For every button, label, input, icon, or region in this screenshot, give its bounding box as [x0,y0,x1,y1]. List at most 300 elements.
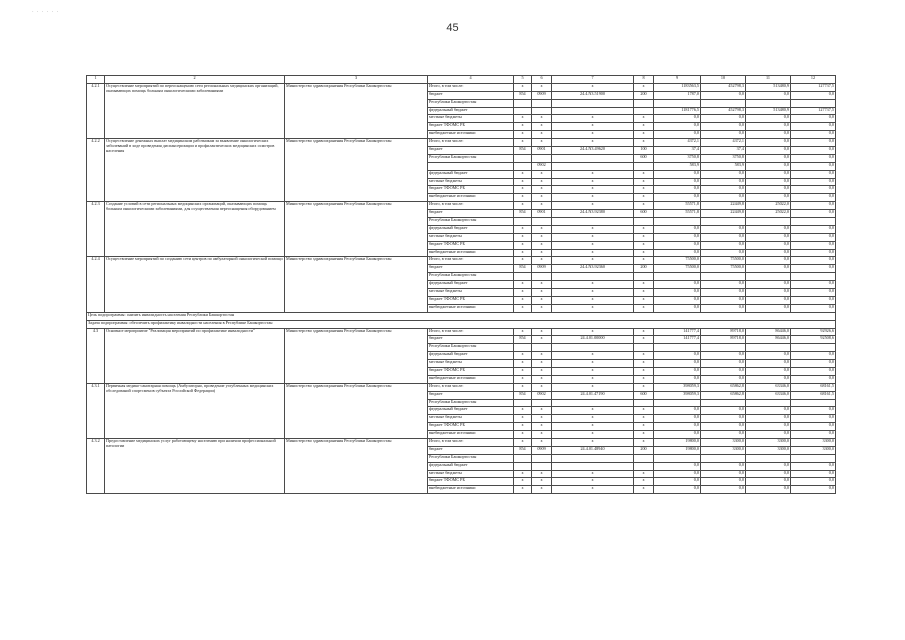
table-cell [654,454,701,462]
table-cell: 0,0 [701,486,746,494]
table-cell [532,344,552,352]
item-executor: Министерство здравоохранения Республики Башкортостан [285,438,428,493]
table-cell [701,99,746,107]
table-cell: 0,0 [791,147,836,155]
table-cell: x [552,328,634,336]
table-cell: x [552,383,634,391]
table-cell: 0,0 [701,249,746,257]
funding-source: федеральный бюджет [428,170,514,178]
table-cell [532,462,552,470]
table-cell [514,162,532,170]
table-cell: 0,0 [791,233,836,241]
table-cell [552,454,634,462]
table-cell: 0,0 [791,486,836,494]
table-cell [634,99,654,107]
table-cell: x [634,296,654,304]
table-cell: 0,0 [746,139,791,147]
funding-source: местные бюджеты [428,470,514,478]
funding-source: внебюджетные источники [428,486,514,494]
table-cell: 0,0 [746,296,791,304]
table-cell: 0,0 [746,170,791,178]
table-cell [746,99,791,107]
table-cell [532,399,552,407]
table-cell: 0,0 [791,162,836,170]
table-cell: x [634,281,654,289]
table-cell: x [634,478,654,486]
table-cell: 24.4.N3.51900 [552,91,634,99]
table-cell: x [552,478,634,486]
table-cell: x [552,486,634,494]
table-cell: x [532,415,552,423]
table-cell: x [532,83,552,91]
table-cell: x [552,257,634,265]
table-cell: 0,0 [746,186,791,194]
funding-source: бюджет ТФОМС РБ [428,296,514,304]
funding-source: местные бюджеты [428,360,514,368]
table-cell: 86446,0 [746,328,791,336]
table-cell: x [634,115,654,123]
table-cell: x [514,304,532,312]
table-cell: x [514,478,532,486]
table-cell: 0,0 [654,352,701,360]
table-cell: x [532,367,552,375]
item-name: Осуществление денежных выплат медицинским работникам за выявление онкологических заболеваний в ходе проведения диспансеризации и профилактических медицинских осмотров населения [105,139,285,202]
table-cell: 0,0 [746,147,791,155]
table-cell: 854 [514,210,532,218]
table-cell: 0,0 [654,194,701,202]
table-cell: 75500,0 [701,265,746,273]
table-cell: x [552,178,634,186]
table-cell: x [532,360,552,368]
funding-source: бюджет ТФОМС РБ [428,367,514,375]
table-cell: x [634,131,654,139]
table-cell: 0,0 [746,249,791,257]
table-cell: 92508,6 [791,336,836,344]
table-cell: x [514,470,532,478]
table-cell: x [552,249,634,257]
table-cell: 0901 [532,147,552,155]
table-row [87,383,836,391]
table-cell: 600 [634,210,654,218]
funding-source: Итого, в том числе: [428,383,514,391]
table-cell: x [634,431,654,439]
item-executor: Министерство здравоохранения Республики Башкортостан [285,383,428,438]
table-cell [634,399,654,407]
table-cell: 0,0 [746,115,791,123]
table-cell: x [552,186,634,194]
table-cell: x [532,194,552,202]
table-cell [634,162,654,170]
table-cell: x [514,202,532,210]
table-cell: 0,0 [791,265,836,273]
table-cell: 0,0 [746,194,791,202]
item-number: 4.2.2 [87,139,105,202]
table-cell: 3300,0 [746,446,791,454]
table-cell: x [552,170,634,178]
table-cell: 0,0 [791,170,836,178]
table-cell: 854 [514,446,532,454]
table-row [87,257,836,265]
funding-source: федеральный бюджет [428,352,514,360]
table-cell: 63346,0 [746,383,791,391]
table-cell: x [552,367,634,375]
table-cell [552,162,634,170]
table-cell: x [532,407,552,415]
table-cell: 0,0 [746,407,791,415]
table-cell: x [532,186,552,194]
table-cell: 24.4.01.47190 [552,391,634,399]
table-cell: 65862,8 [701,383,746,391]
table-cell [552,399,634,407]
funding-source: местные бюджеты [428,415,514,423]
table-cell: 398059,3 [654,391,701,399]
table-cell: x [514,249,532,257]
table-cell [532,454,552,462]
table-cell: 0,0 [746,360,791,368]
table-cell: 0,0 [701,289,746,297]
funding-source: Республики Башкортостан [428,273,514,281]
table-cell: 92926,6 [791,328,836,336]
table-cell: x [634,170,654,178]
table-cell: x [552,241,634,249]
subprogram-goal-row [87,312,836,320]
table-cell: 0,0 [791,178,836,186]
table-cell: 0,0 [791,194,836,202]
table-cell: x [634,407,654,415]
table-cell: x [634,375,654,383]
table-cell: 0,0 [654,281,701,289]
table-cell: x [552,194,634,202]
table-cell: x [514,233,532,241]
item-number: 4.2.3 [87,202,105,257]
table-cell: 0,0 [791,154,836,162]
table-cell: x [532,241,552,249]
table-cell: 127737,5 [791,83,836,91]
table-cell [746,344,791,352]
table-cell: x [514,170,532,178]
funding-source: бюджет ТФОМС РБ [428,186,514,194]
table-row [87,438,836,446]
table-cell [532,107,552,115]
funding-source: внебюджетные источники [428,131,514,139]
table-cell: x [532,438,552,446]
table-cell: 24.4.N3.49620 [552,147,634,155]
table-cell: 141777,4 [654,328,701,336]
table-cell: 3300,0 [791,446,836,454]
table-cell: 0,0 [746,154,791,162]
table-cell: x [634,123,654,131]
table-cell: 0,0 [746,431,791,439]
table-cell: x [634,194,654,202]
table-cell: x [514,281,532,289]
table-cell [552,99,634,107]
table-cell: x [552,352,634,360]
table-cell: 25022,0 [746,202,791,210]
item-number: 4.2.1 [87,83,105,138]
table-cell: 0,0 [701,233,746,241]
table-cell [701,218,746,226]
table-cell: 24.4.N3.92360 [552,265,634,273]
funding-source: федеральный бюджет [428,462,514,470]
table-cell: 0,0 [791,462,836,470]
table-cell: x [634,423,654,431]
table-cell [654,344,701,352]
table-cell: 24.4.01.00000 [552,336,634,344]
table-cell: 89718,0 [701,328,746,336]
table-cell: x [634,438,654,446]
table-row [87,202,836,210]
table-cell: 583,9 [654,162,701,170]
subprogram-goal-text: Задача подпрограммы: обеспечить профилактику инвалидности населения в Республике Башкортостан [87,320,836,328]
table-cell: x [552,431,634,439]
table-cell: x [532,352,552,360]
table-cell: 55571,8 [654,202,701,210]
table-cell: 0,0 [654,375,701,383]
column-number-header: 12 [791,76,836,84]
table-cell [701,344,746,352]
table-cell [552,462,634,470]
table-cell: x [532,281,552,289]
table-cell: 24.4.01.48940 [552,446,634,454]
table-cell: x [514,289,532,297]
table-cell: x [514,486,532,494]
table-cell: 4372,1 [701,139,746,147]
table-cell: 0,0 [746,131,791,139]
table-cell: 25022,0 [746,210,791,218]
table-cell: x [532,478,552,486]
table-cell: x [634,83,654,91]
table-cell: 0,0 [654,123,701,131]
table-cell: 452798,3 [701,107,746,115]
column-number-header: 2 [105,76,285,84]
table-cell: 127737,5 [791,107,836,115]
table-cell: 0,0 [701,115,746,123]
table-cell [654,218,701,226]
table-cell: 0,0 [746,470,791,478]
table-cell: x [514,194,532,202]
table-cell [552,344,634,352]
table-cell: x [552,415,634,423]
table-cell: x [552,202,634,210]
table-cell [552,218,634,226]
table-cell: 37,4 [701,147,746,155]
table-cell: x [552,438,634,446]
table-cell: 0,0 [746,304,791,312]
table-cell [654,273,701,281]
table-cell: x [634,383,654,391]
table-cell: x [552,289,634,297]
funding-source: внебюджетные источники [428,304,514,312]
table-body [87,76,836,494]
table-cell: 0,0 [654,178,701,186]
column-number-header: 1 [87,76,105,84]
table-cell: 854 [514,147,532,155]
table-cell: 55571,8 [654,210,701,218]
funding-source: Итого, в том числе: [428,257,514,265]
table-cell: 0,0 [701,423,746,431]
item-executor: Министерство здравоохранения Республики Башкортостан [285,328,428,383]
table-cell: x [634,415,654,423]
table-cell: 0,0 [791,123,836,131]
table-cell: 200 [634,91,654,99]
table-cell: 0,0 [701,170,746,178]
table-cell [514,273,532,281]
table-cell: 0,0 [654,367,701,375]
table-cell: x [634,202,654,210]
table-cell: 1787,0 [654,91,701,99]
table-cell: 0,0 [746,486,791,494]
table-cell: 0,0 [746,233,791,241]
table-cell: 4372,1 [654,139,701,147]
table-cell: 0,0 [701,478,746,486]
table-cell: x [552,139,634,147]
table-cell: x [552,360,634,368]
table-cell: 0,0 [791,296,836,304]
table-cell: 0,0 [791,375,836,383]
table-cell: 0,0 [791,241,836,249]
table-cell [701,454,746,462]
funding-source: бюджет [428,446,514,454]
table-cell: x [514,423,532,431]
table-cell: 0,0 [746,423,791,431]
table-cell: 1181776,5 [654,107,701,115]
table-cell: x [634,186,654,194]
funding-source: внебюджетные источники [428,431,514,439]
table-cell: x [634,257,654,265]
table-cell: 0,0 [791,304,836,312]
table-cell: 86446,0 [746,336,791,344]
table-cell [791,273,836,281]
table-cell [552,107,634,115]
table-cell: 0,0 [746,478,791,486]
column-number-header: 3 [285,76,428,84]
funding-source: бюджет ТФОМС РБ [428,423,514,431]
funding-source: федеральный бюджет [428,225,514,233]
table-cell: 854 [514,265,532,273]
funding-source: Республики Башкортостан [428,454,514,462]
funding-source: внебюджетные источники [428,375,514,383]
table-cell: 0,0 [746,257,791,265]
item-executor: Министерство здравоохранения Республики Башкортостан [285,83,428,138]
table-cell [514,99,532,107]
table-cell [654,99,701,107]
funding-source: Республики Башкортостан [428,218,514,226]
table-cell: 3300,0 [746,438,791,446]
table-cell: x [532,178,552,186]
table-cell: x [532,486,552,494]
table-cell: 0,0 [746,162,791,170]
table-cell: 63346,0 [746,391,791,399]
table-cell: x [552,304,634,312]
table-cell: 0,0 [791,367,836,375]
table-cell: 0,0 [791,281,836,289]
table-cell [791,344,836,352]
table-cell: 0,0 [791,289,836,297]
table-cell: x [532,225,552,233]
table-cell: 0,0 [654,478,701,486]
table-cell: x [552,281,634,289]
table-cell: x [514,375,532,383]
table-cell: 398059,3 [654,383,701,391]
table-cell [514,107,532,115]
funding-source: бюджет [428,391,514,399]
table-cell: x [552,375,634,383]
table-cell: x [514,241,532,249]
table-cell [634,273,654,281]
table-cell: 0,0 [791,257,836,265]
table-cell: 0,0 [701,194,746,202]
subprogram-goal-row [87,320,836,328]
table-cell: x [532,296,552,304]
table-cell: 0,0 [701,470,746,478]
table-cell: x [532,304,552,312]
table-cell: 0,0 [746,462,791,470]
table-cell: x [552,407,634,415]
table-cell: x [532,123,552,131]
table-cell [791,399,836,407]
table-cell: 0,0 [746,265,791,273]
table-cell: x [634,486,654,494]
table-cell: 22449,8 [701,202,746,210]
table-cell: x [552,123,634,131]
table-cell: 0,0 [701,178,746,186]
table-cell: x [634,367,654,375]
table-cell: 0,0 [654,486,701,494]
funding-source: бюджет [428,147,514,155]
header-row [87,76,836,84]
table-cell: 0,0 [791,91,836,99]
table-cell: 141777,4 [654,336,701,344]
table-cell: x [514,431,532,439]
table-cell: x [532,249,552,257]
table-cell: 0,0 [654,289,701,297]
table-cell: 65862,8 [701,391,746,399]
table-cell: 19800,0 [654,438,701,446]
funding-source: бюджет [428,210,514,218]
table-cell: 0,0 [746,91,791,99]
table-cell: x [634,241,654,249]
column-number-header: 11 [746,76,791,84]
table-cell: 22449,8 [701,210,746,218]
table-cell [634,218,654,226]
table-cell: 19800,0 [654,446,701,454]
table-cell: x [634,470,654,478]
table-cell: x [552,423,634,431]
table-cell: 0,0 [791,407,836,415]
table-cell [514,462,532,470]
table-cell: x [634,352,654,360]
table-cell [514,154,532,162]
funding-source: Республики Башкортостан [428,154,514,162]
table-cell: 0909 [532,91,552,99]
table-cell: 0,0 [746,367,791,375]
table-cell: 200 [634,446,654,454]
funding-source: внебюджетные источники [428,249,514,257]
column-number-header: 7 [552,76,634,84]
table-cell: x [532,115,552,123]
table-cell: x [552,115,634,123]
table-cell: x [532,328,552,336]
table-cell: x [514,131,532,139]
table-cell: 68161,5 [791,391,836,399]
table-cell: 0,0 [791,431,836,439]
table-cell: 0,0 [701,304,746,312]
table-cell: x [634,249,654,257]
table-cell: 0,0 [654,462,701,470]
table-cell: 0,0 [746,375,791,383]
table-cell: 200 [634,265,654,273]
funding-source [428,162,514,170]
